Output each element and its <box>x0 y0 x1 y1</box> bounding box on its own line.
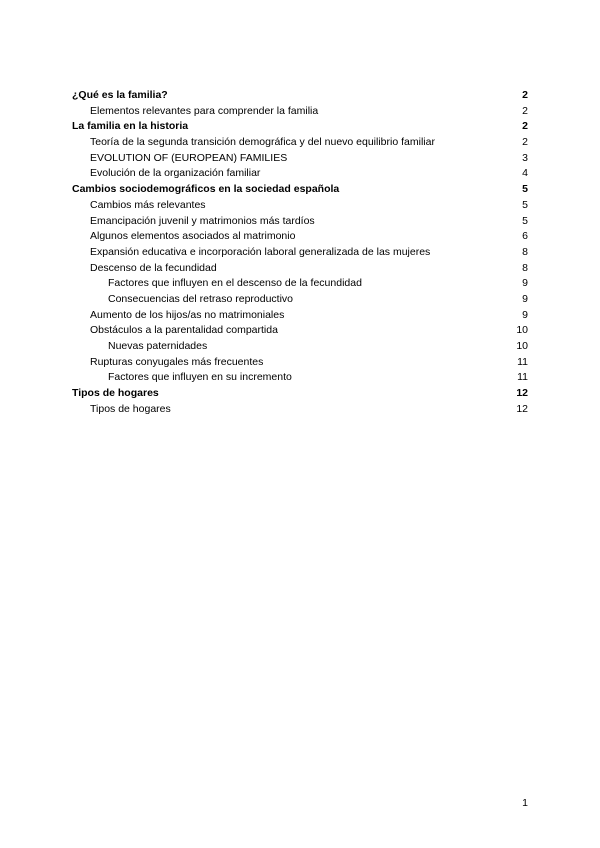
toc-entry-page: 12 <box>516 402 528 415</box>
toc-entry[interactable] <box>72 135 528 151</box>
toc-entry-page: 8 <box>522 245 528 258</box>
toc-entry-page: 3 <box>522 151 528 164</box>
toc-entry[interactable] <box>72 370 528 386</box>
toc-entry-title: Obstáculos a la parentalidad compartida <box>90 324 278 337</box>
toc-entry[interactable] <box>72 166 528 182</box>
toc-entry-page: 11 <box>517 371 528 384</box>
toc-entry-title: Emancipación juvenil y matrimonios más tardíos <box>90 214 315 227</box>
toc-entry[interactable] <box>72 229 528 245</box>
toc-entry-page: 2 <box>522 120 528 133</box>
toc-entry-title: Evolución de la organización familiar <box>90 167 261 180</box>
toc-entry[interactable] <box>72 88 528 104</box>
toc-entry[interactable] <box>72 276 528 292</box>
toc-entry-page: 12 <box>516 387 528 400</box>
toc-entry-page: 5 <box>522 183 528 196</box>
toc-entry-page: 10 <box>516 340 528 352</box>
toc-entry-title: Elementos relevantes para comprender la familia <box>90 104 319 117</box>
toc-entry-page: 2 <box>522 136 528 149</box>
toc-entry-page: 5 <box>522 198 528 211</box>
toc-entry-title: Expansión educativa e incorporación laboral generalizada de las mujeres <box>90 245 431 258</box>
toc-entry-page: 10 <box>516 324 528 337</box>
toc-entry-title: Teoría de la segunda transición demográfica y del nuevo equilibrio familiar <box>90 136 435 149</box>
page-number: 1 <box>522 797 528 809</box>
toc-entry-page: 9 <box>522 308 528 321</box>
toc-entry-title: Tipos de hogares <box>72 387 159 400</box>
toc-entry-title: EVOLUTION OF (EUROPEAN) FAMILIES <box>90 151 288 164</box>
toc-entry[interactable] <box>72 245 528 261</box>
toc-entry[interactable] <box>72 104 528 120</box>
toc-entry-title: Nuevas paternidades <box>108 340 208 352</box>
toc-entry[interactable] <box>72 386 528 402</box>
toc-entry-page: 11 <box>517 355 528 368</box>
toc-entry-page: 6 <box>522 230 528 243</box>
toc-entry-title: Consecuencias del retraso reproductivo <box>108 292 294 305</box>
toc-entry[interactable] <box>72 292 528 308</box>
toc-entry-page: 5 <box>522 214 528 227</box>
toc-entry-title: ¿Qué es la familia? <box>72 89 168 101</box>
toc-entry-page: 9 <box>522 292 528 305</box>
toc-entry[interactable] <box>72 182 528 198</box>
toc-entry-title: Aumento de los hijos/as no matrimoniales <box>90 308 285 321</box>
toc-entry-title: Algunos elementos asociados al matrimonio <box>90 230 296 243</box>
toc-entry-title: Factores que influyen en el descenso de la fecundidad <box>108 277 362 290</box>
table-of-contents <box>72 88 528 417</box>
toc-entry[interactable] <box>72 119 528 135</box>
toc-entry-title: Descenso de la fecundidad <box>90 261 217 274</box>
toc-entry[interactable] <box>72 198 528 214</box>
toc-entry-title: Rupturas conyugales más frecuentes <box>90 355 264 368</box>
toc-entry[interactable] <box>72 402 528 418</box>
toc-entry-page: 9 <box>522 277 528 290</box>
toc-entry[interactable] <box>72 355 528 371</box>
toc-entry[interactable] <box>72 323 528 339</box>
toc-entry[interactable] <box>72 308 528 324</box>
toc-entry-title: La familia en la historia <box>72 120 189 133</box>
toc-entry-title: Factores que influyen en su incremento <box>108 371 292 384</box>
toc-entry-page: 2 <box>522 89 528 101</box>
toc-entry-page: 4 <box>522 167 528 180</box>
toc-entry-page: 8 <box>522 261 528 274</box>
toc-entry-title: Cambios sociodemográficos en la sociedad española <box>72 183 340 196</box>
toc-entry-page: 2 <box>522 104 528 117</box>
toc-entry[interactable] <box>72 339 528 355</box>
toc-entry[interactable] <box>72 151 528 167</box>
toc-entry-title: Cambios más relevantes <box>90 198 206 211</box>
toc-entry-title: Tipos de hogares <box>90 402 171 415</box>
toc-entry[interactable] <box>72 261 528 277</box>
toc-entry[interactable] <box>72 214 528 230</box>
